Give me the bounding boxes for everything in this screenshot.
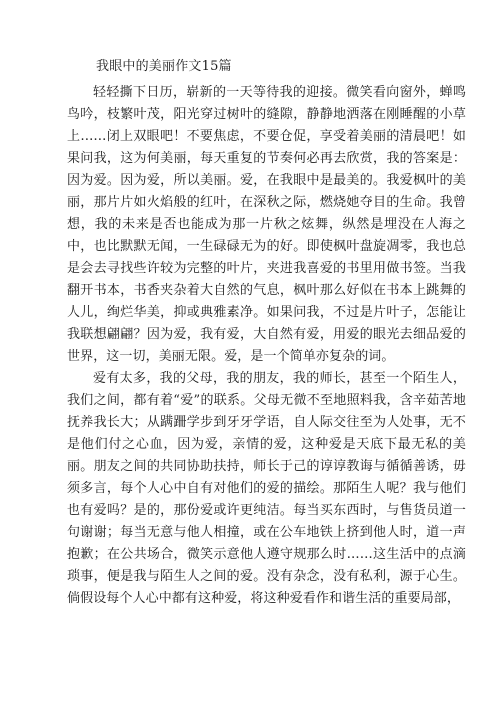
paragraph-1: 轻轻撕下日历，崭新的一天等待我的迎接。微笑看向窗外，蝉鸣鸟吟，枝繁叶茂，阳光穿过树叶的缝隙，静静地洒落在刚睡醒的小草上……闭上双眼吧！不要焦虑，不要仓促，享受着美丽的清晨吧！如果问我，这为何美丽，每天重复的节奏何必再去欣赏，我的答案是：因为爱。因为爱，所以美丽。爱，在我眼中是最美的。我爱枫叶的美丽，那片片如火焰般的红叶，在深秋之际，燃烧她夺目的生命。我曾想，我的未来是否也能成为那一片秋之炫舞，纵然是埋没在人海之中，也比默默无闻，一生碌碌无为的好。即使枫叶盘旋凋零，我也总是会去寻找些许较为完整的叶片，夹进我喜爱的书里用做书签。当我翻开书本，书香夹杂着大自然的气息，枫叶那么好似在书本上跳舞的人儿，绚烂华美，抑或典雅素净。如果问我，不过是片叶子，怎能让我联想翩翩？因为爱，我有爱，大自然有爱，用爱的眼光去细品爱的世界，这一切，美丽无限。爱，是一个简单亦复杂的词。 — [67, 85, 466, 364]
document-title: 我眼中的美丽作文15篇 — [96, 59, 232, 74]
paragraph-2: 爱有太多，我的父母，我的朋友，我的师长，甚至一个陌生人，我们之间，都有着“爱”的联系。父母无微不至地照料我，含辛茹苦地抚养我长大；从蹒跚学步到牙牙学语，自人际交往至为人处事，无不是他们付之心血，因为爱，亲情的爱，这种爱是天底下最无私的美丽。朋友之间的共同协助扶持，师长于己的谆谆教诲与循循善诱，毋须多言，每个人心中自有对他们的爱的描绘。那陌生人呢？我与他们也有爱吗？是的，那份爱或许更纯洁。每当买东西时，与售货员道一句谢谢；每当无意与他人相撞，或在公车地铁上挤到他人时，道一声抱歉；在公共场合，微笑示意他人遵守规那么时……这生活中的点滴琐事，便是我与陌生人之间的爱。没有杂念，没有私利，源于心生。倘假设每个人心中都有这种爱，将这种爱看作和谐生活的重要局部， — [67, 371, 466, 606]
